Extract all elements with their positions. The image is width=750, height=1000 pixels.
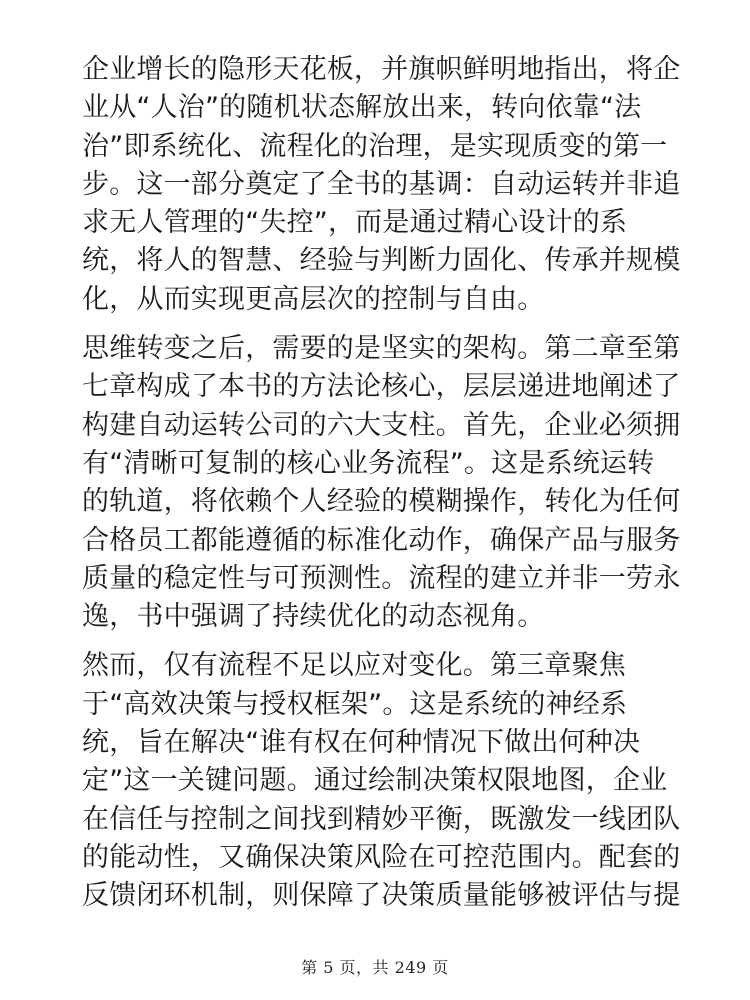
- text-line: 构建自动运转公司的六大支柱。首先，企业必须拥: [82, 409, 681, 441]
- text-line: 质量的稳定性与可预测性。流程的建立并非一劳永: [82, 562, 681, 594]
- page-number: 第 5 页，共 249 页: [301, 958, 449, 977]
- text-line: 在信任与控制之间找到精妙平衡，既激发一线团队: [82, 803, 681, 835]
- text-line: 七章构成了本书的方法论核心，层层递进地阐述了: [82, 371, 681, 403]
- body-text: [82, 51, 681, 916]
- text-line: 反馈闭环机制，则保障了决策质量能够被评估与提: [82, 880, 681, 912]
- text-line: 统，旨在解决“谁有权在何种情况下做出何种决: [82, 727, 641, 759]
- text-line: 步。这一部分奠定了全书的基调：自动运转并非追: [82, 168, 681, 200]
- text-line: 于“高效决策与授权框架”。这是系统的神经系: [82, 688, 628, 720]
- paragraph: [82, 330, 681, 636]
- paragraph: [82, 647, 681, 915]
- text-line: 逸，书中强调了持续优化的动态视角。: [82, 601, 545, 633]
- paragraph: [82, 51, 681, 319]
- text-line: 治”即系统化、流程化的治理，是实现质变的第一: [82, 130, 668, 162]
- text-line: 然而，仅有流程不足以应对变化。第三章聚焦: [82, 650, 626, 682]
- text-line: 求无人管理的“失控”，而是通过精心设计的系: [82, 207, 628, 239]
- text-line: 定”这一关键问题。通过绘制决策权限地图，企业: [82, 765, 668, 797]
- text-line: 统，将人的智慧、经验与判断力固化、传承并规模: [82, 245, 681, 277]
- text-line: 业从“人治”的随机状态解放出来，转向依靠“法: [82, 92, 642, 124]
- text-line: 思维转变之后，需要的是坚实的架构。第二章至第: [82, 333, 681, 365]
- text-line: 的能动性，又确保决策风险在可控范围内。配套的: [82, 841, 681, 873]
- text-line: 化，从而实现更高层次的控制与自由。: [82, 283, 545, 315]
- text-line: 企业增长的隐形天花板，并旗帜鲜明地指出，将企: [82, 54, 681, 85]
- text-line: 的轨道，将依赖个人经验的模糊操作，转化为任何: [82, 486, 681, 518]
- text-line: 合格员工都能遵循的标准化动作，确保产品与服务: [82, 524, 681, 556]
- text-line: 有“清晰可复制的核心业务流程”。这是系统运转: [82, 447, 655, 479]
